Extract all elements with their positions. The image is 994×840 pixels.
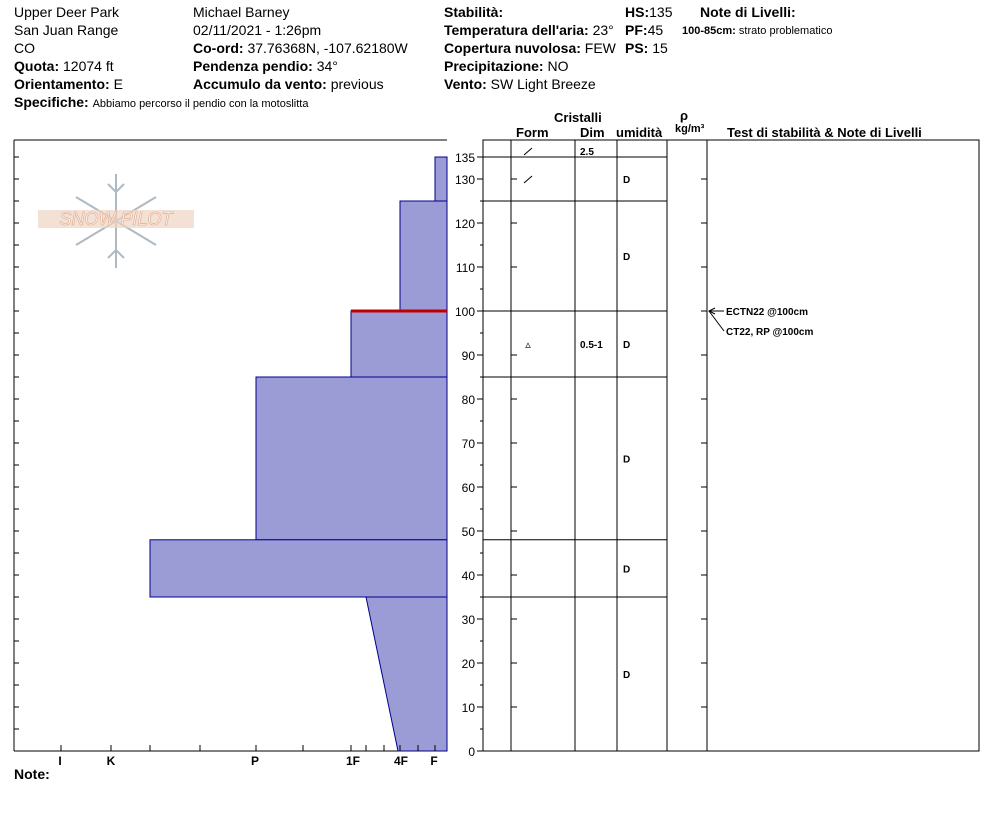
hardness-bar-1 xyxy=(400,201,447,311)
logo-text: SNOW PILOT xyxy=(59,209,173,229)
form-header: Form xyxy=(516,125,549,140)
ps-label: PS: xyxy=(625,40,649,56)
height-axis-label: 110 xyxy=(455,261,475,275)
crystal-size-value: 0.5-1 xyxy=(580,340,603,351)
moisture-value: D xyxy=(623,175,631,186)
hardness-bar-5 xyxy=(366,597,447,751)
height-axis-label: 0 xyxy=(468,745,475,759)
height-axis-label: 40 xyxy=(461,569,475,583)
hardness-bar-2 xyxy=(351,311,447,377)
crystal-size-value: 2.5 xyxy=(580,147,594,158)
crystal-form-symbol xyxy=(524,176,532,183)
density-unit-header: kg/m³ xyxy=(675,123,705,135)
moisture-header: umidità xyxy=(616,125,663,140)
height-axis-label: 100 xyxy=(454,305,475,319)
pf-value: 45 xyxy=(647,22,664,38)
height-axis-label: 130 xyxy=(454,173,475,187)
moisture-value: D xyxy=(623,564,631,576)
moisture-value: D xyxy=(623,670,631,681)
hardness-label-f: F xyxy=(430,754,438,768)
specifics-value: Abbiamo percorso il pendio con la motoslitta xyxy=(92,98,309,110)
precip-value: NO xyxy=(547,58,569,74)
observer-name: Michael Barney xyxy=(193,4,290,20)
aspect-label: Orientamento: xyxy=(14,76,110,92)
height-axis-label: 90 xyxy=(461,349,475,363)
height-axis-label: 120 xyxy=(454,217,475,231)
hardness-label-i: I xyxy=(58,754,62,768)
pf-label: PF: xyxy=(625,22,648,38)
wind-loading-label: Accumulo da vento: xyxy=(193,76,327,92)
location-state: CO xyxy=(14,40,35,56)
wind-label: Vento: xyxy=(444,76,487,92)
hardness-bar-3 xyxy=(256,377,447,540)
hardness-label-4f: 4F xyxy=(393,754,409,768)
moisture-value: D xyxy=(623,340,631,351)
sky-label: Copertura nuvolosa: xyxy=(444,40,581,56)
aspect-value: E xyxy=(113,76,123,92)
coord-value: 37.76368N, -107.62180W xyxy=(247,40,408,56)
footer-note-label: Note: xyxy=(14,766,50,782)
air-temp-label: Temperatura dell'aria: xyxy=(444,22,589,38)
ps-value: 15 xyxy=(652,40,668,56)
wind-loading-value: previous xyxy=(330,76,384,92)
coord-label: Co-ord: xyxy=(193,40,244,56)
layer-notes-range: 100-85cm: xyxy=(682,25,736,37)
observation-datetime: 02/11/2021 - 1:26pm xyxy=(193,22,322,38)
hs-label: HS: xyxy=(625,4,650,20)
height-axis-label: 80 xyxy=(461,393,475,407)
location-range: San Juan Range xyxy=(14,22,119,38)
stability-label: Stabilità: xyxy=(444,4,504,20)
height-axis-label: 50 xyxy=(461,525,475,539)
moisture-value: D xyxy=(623,252,631,263)
elevation-label: Quota: xyxy=(14,58,60,74)
size-header: Dim xyxy=(580,125,605,140)
elevation-value: 12074 ft xyxy=(63,58,114,74)
hardness-label-k: K xyxy=(106,754,116,768)
hardness-bar-0 xyxy=(435,157,447,201)
height-axis-label: 60 xyxy=(461,481,475,495)
height-axis-label: 10 xyxy=(461,701,475,715)
height-axis-label: 70 xyxy=(461,437,475,451)
stability-test-pointer xyxy=(709,311,724,331)
height-axis-label: 20 xyxy=(461,657,475,671)
location-name: Upper Deer Park xyxy=(14,4,120,20)
hardness-bar-4 xyxy=(150,540,447,597)
precip-label: Precipitazione: xyxy=(444,58,544,74)
crystal-form-symbol: ▵ xyxy=(525,339,531,351)
problem-layer-marker xyxy=(351,310,447,313)
air-temp-value: 23° xyxy=(592,22,614,38)
slope-label: Pendenza pendio: xyxy=(193,58,313,74)
crystal-form-symbol xyxy=(524,148,532,155)
layer-table-frame xyxy=(483,140,979,751)
hs-value: 135 xyxy=(649,4,673,20)
stability-test-label: CT22, RP @100cm xyxy=(726,327,814,338)
hardness-label-p: P xyxy=(250,754,260,768)
tests-header: Test di stabilità & Note di Livelli xyxy=(727,125,922,140)
sky-value: FEW xyxy=(584,40,616,56)
height-axis-label: 135 xyxy=(454,151,475,165)
crystals-header: Cristalli xyxy=(554,110,602,125)
specifics-label: Specifiche: xyxy=(14,94,89,110)
moisture-value: D xyxy=(623,454,631,466)
wind-value: SW Light Breeze xyxy=(490,76,596,92)
slope-value: 34° xyxy=(316,58,338,74)
layer-notes-title: Note di Livelli: xyxy=(700,4,796,20)
hardness-label-1f: 1F xyxy=(345,754,361,768)
height-axis-label: 30 xyxy=(461,613,475,627)
stability-test-label: ECTN22 @100cm xyxy=(726,307,809,318)
layer-notes-text: strato problematico xyxy=(738,25,833,37)
rho-header: ρ xyxy=(680,108,689,123)
